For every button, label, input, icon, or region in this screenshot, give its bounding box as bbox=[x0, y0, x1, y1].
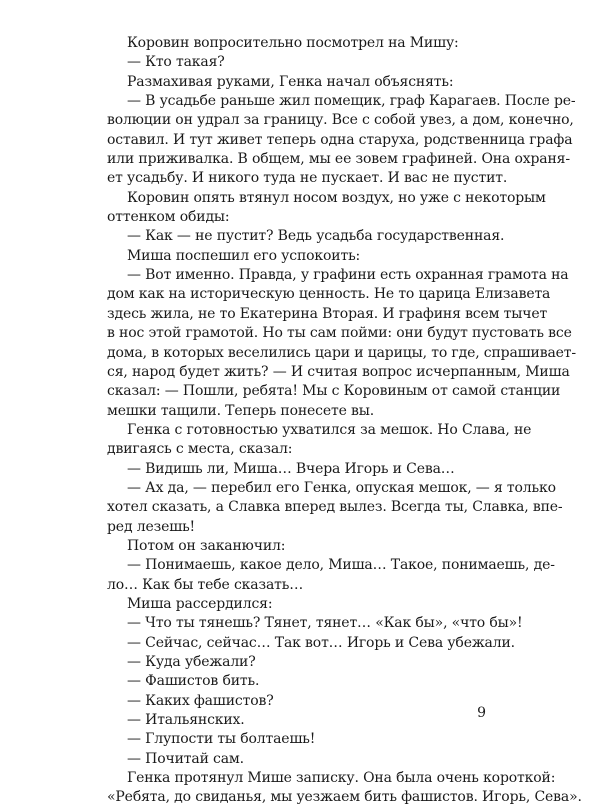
text-line: двигаясь с места, сказал: bbox=[107, 441, 293, 458]
text-line: или приживалка. В общем, мы ее зовем графиней. Она охраня- bbox=[107, 151, 570, 168]
text-line: — Сейчас, сейчас… Так вот… Игорь и Сева убежали. bbox=[127, 634, 515, 651]
text-line: — Фашистов бить. bbox=[127, 673, 260, 690]
text-line: Коровин вопросительно посмотрел на Мишу: bbox=[127, 35, 459, 51]
text-line: — Кто такая? bbox=[127, 54, 225, 71]
text-line: мешки тащили. Теперь понесете вы. bbox=[107, 402, 375, 419]
text-line: — Каких фашистов? bbox=[127, 692, 274, 709]
text-line: «Ребята, до свиданья, мы уезжаем бить фашистов. Игорь, Сева». bbox=[107, 789, 582, 806]
text-line: здесь жила, не то Екатерина Вторая. И графиня всем тычет bbox=[107, 305, 548, 322]
text-line: Миша поспешил его успокоить: bbox=[127, 247, 361, 264]
text-line: Генка протянул Мише записку. Она была очень короткой: bbox=[127, 770, 556, 787]
text-line: оставил. И тут живет теперь одна старуха, родственница графа bbox=[107, 131, 573, 148]
text-line: в нос этой грамотой. Но ты сам пойми: они будут пустовать все bbox=[107, 325, 572, 342]
text-line: ет усадьбу. И никого туда не пускает. И вас не пустит. bbox=[107, 170, 508, 187]
text-line: — Итальянских. bbox=[127, 712, 245, 729]
text-line: Коровин опять втянул носом воздух, но уже с некоторым bbox=[127, 189, 546, 206]
page-number: 9 bbox=[477, 705, 486, 721]
text-line: — Глупости ты болтаешь! bbox=[127, 731, 316, 748]
text-line: — Понимаешь, какое дело, Миша… Такое, понимаешь, де- bbox=[127, 557, 555, 574]
text-line: — Почитай сам. bbox=[127, 750, 244, 767]
text-line: ло… Как бы тебе сказать… bbox=[107, 576, 304, 593]
text-line: Размахивая руками, Генка начал объяснять: bbox=[127, 73, 454, 90]
text-line: ред лезешь! bbox=[107, 518, 196, 535]
text-line: Потом он заканючил: bbox=[127, 537, 286, 554]
text-line: сказал: — Пошли, ребята! Мы с Коровиным от самой станции bbox=[107, 383, 561, 400]
text-line: оттенком обиды: bbox=[107, 209, 230, 226]
text-line: Генка с готовностью ухватился за мешок. Но Слава, не bbox=[127, 421, 532, 438]
text-line: ся, народ будет жить? — И считая вопрос исчерпанным, Миша bbox=[107, 363, 570, 380]
text-line: — В усадьбе раньше жил помещик, граф Карагаев. После ре- bbox=[127, 93, 576, 110]
text-line: — Вот именно. Правда, у графини есть охранная грамота на bbox=[127, 267, 569, 284]
text-line: волюции он удрал за границу. Все с собой увез, а дом, конечно, bbox=[107, 112, 574, 129]
body-text bbox=[107, 34, 582, 808]
text-line: — Что ты тянешь? Тянет, тянет… «Как бы», «что бы»! bbox=[127, 615, 523, 632]
text-line: дом как на историческую ценность. Не то царица Елизавета bbox=[107, 286, 551, 303]
text-line: — Ах да, — перебил его Генка, опуская мешок, — я только bbox=[127, 479, 556, 496]
text-line: Миша рассердился: bbox=[127, 595, 273, 612]
text-line: — Как — не пустит? Ведь усадьба государственная. bbox=[127, 228, 505, 245]
text-line: — Видишь ли, Миша… Вчера Игорь и Сева… bbox=[127, 460, 455, 477]
text-line: — Куда убежали? bbox=[127, 654, 256, 670]
text-line: дома, в которых веселились цари и царицы, то где, спрашивает- bbox=[107, 344, 576, 361]
text-line: хотел сказать, а Славка вперед вылез. Всегда ты, Славка, впе- bbox=[107, 499, 563, 516]
